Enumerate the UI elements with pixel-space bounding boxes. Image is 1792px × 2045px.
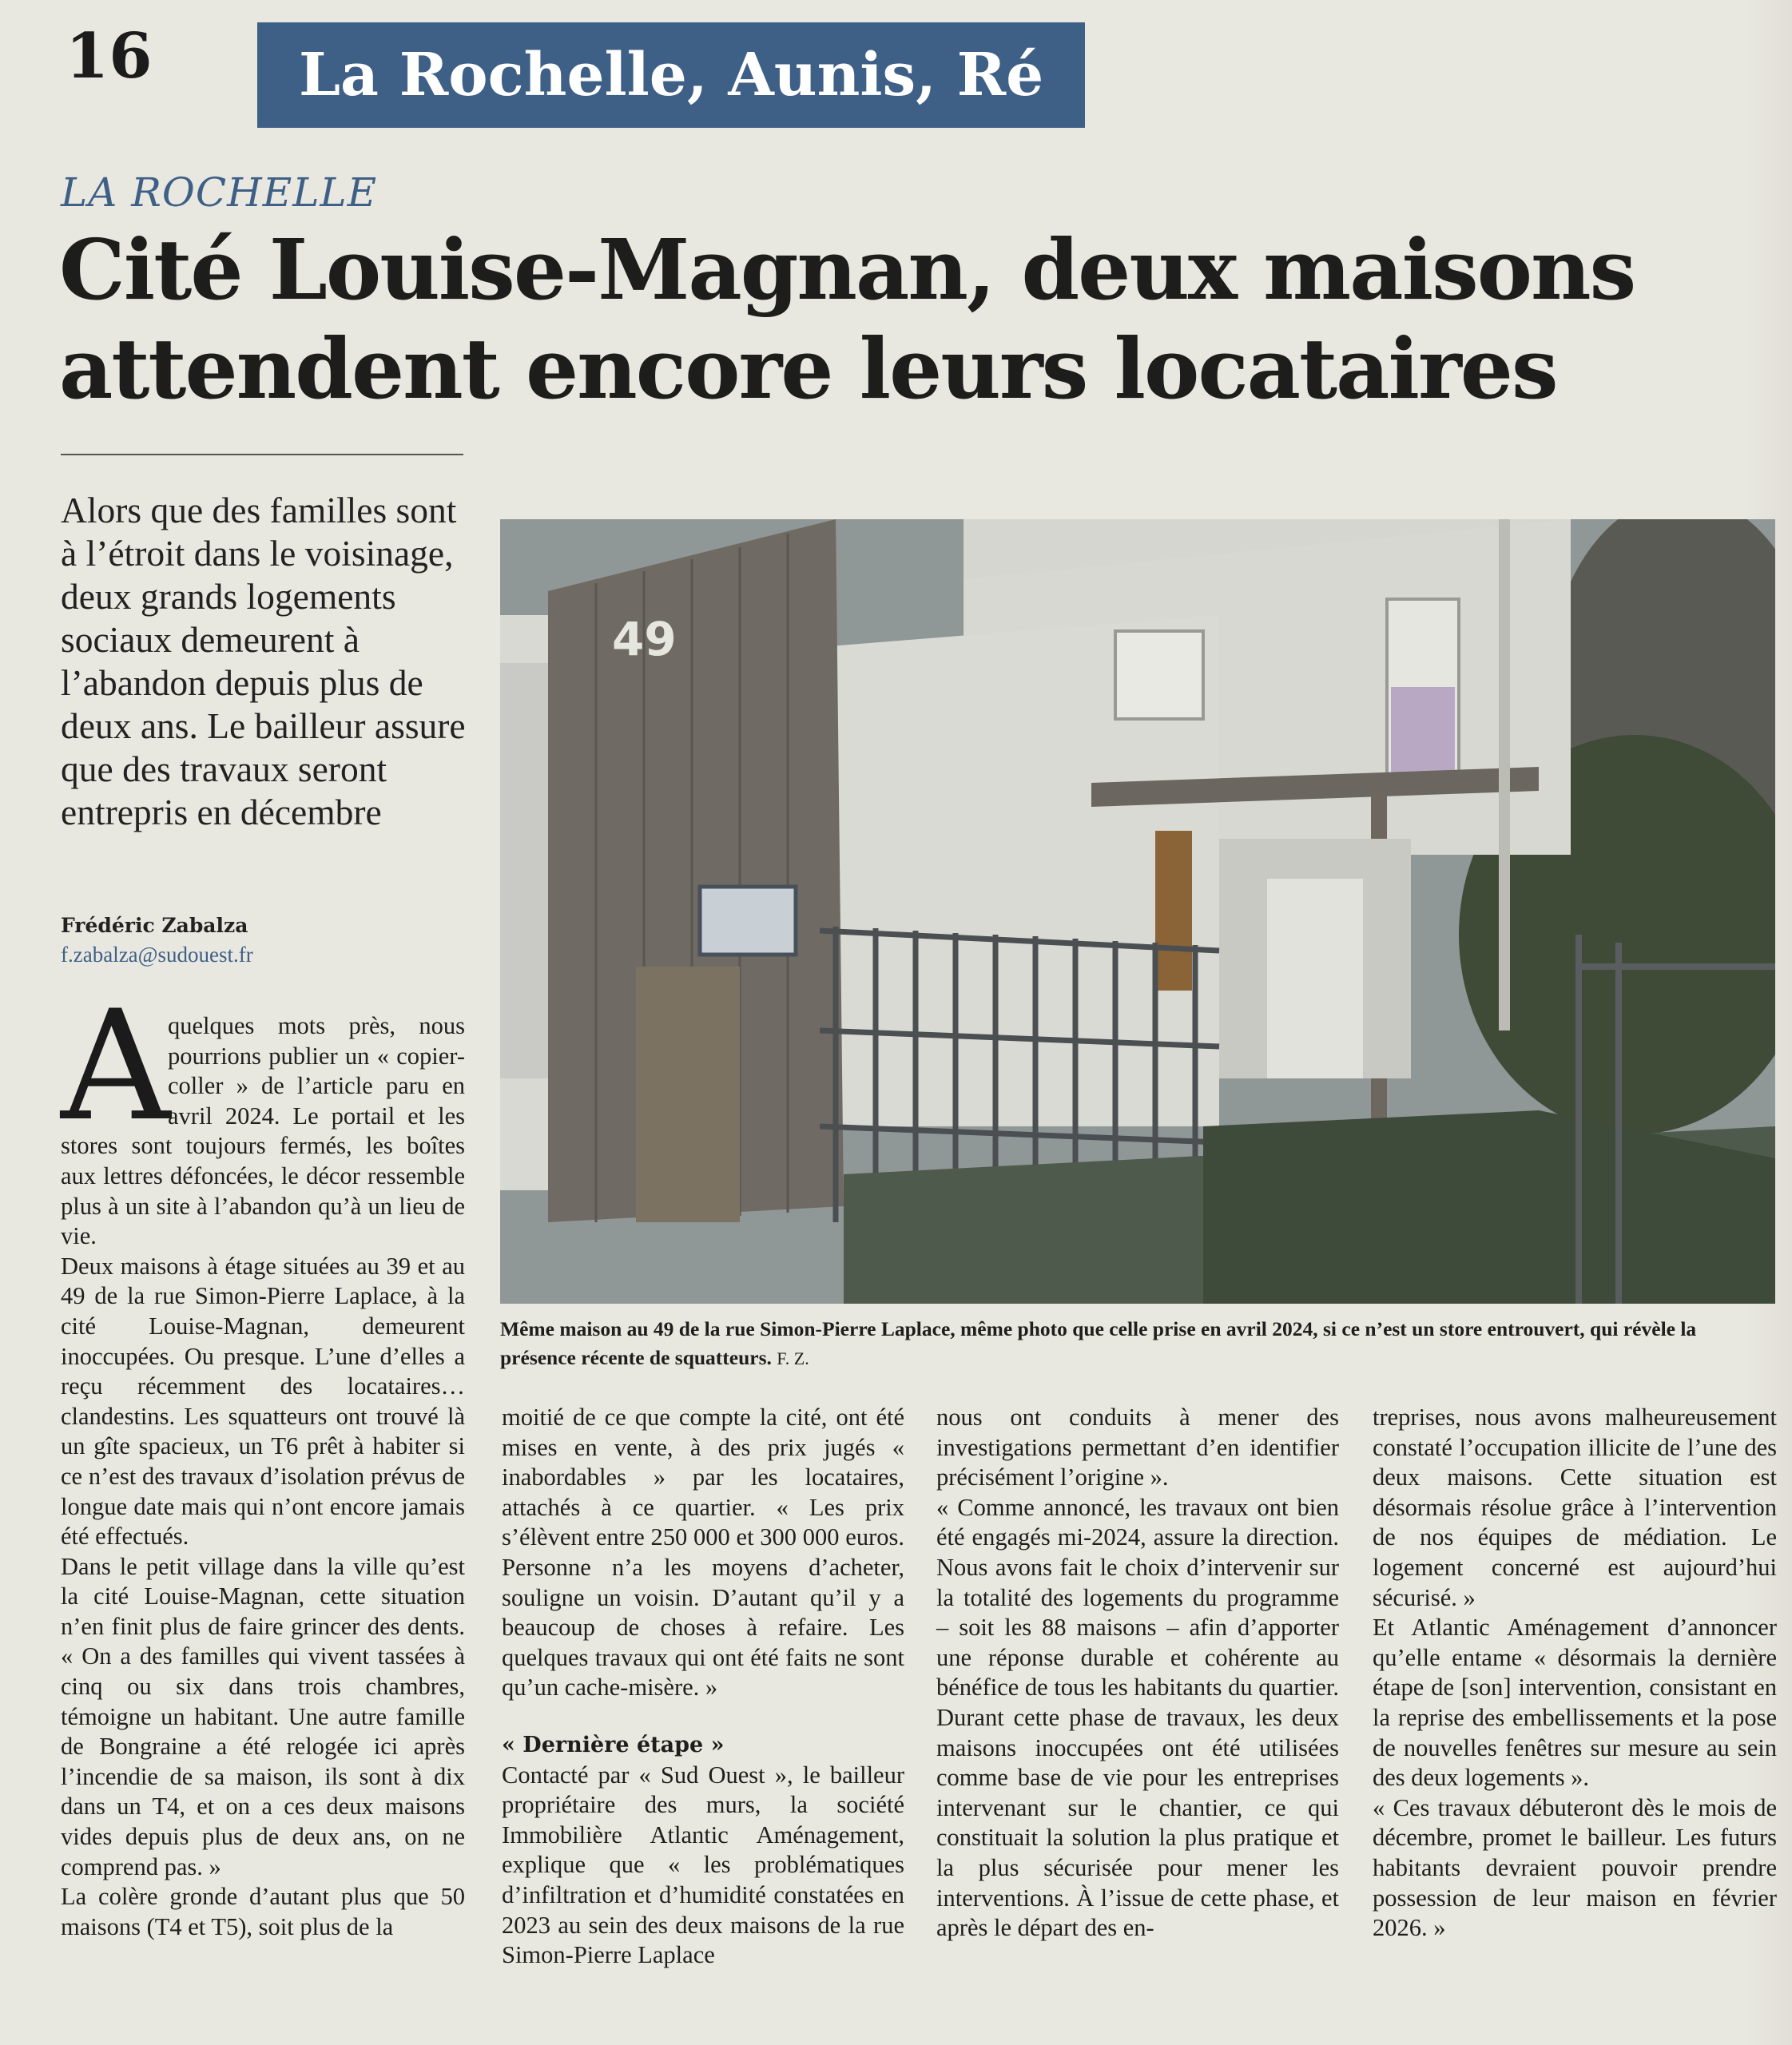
body-paragraph: moitié de ce que compte la cité, ont été mises en vente, à des prix jugés « inabordables » par les locataires, attachés à ce quartier. « Les prix s’élèvent entre 250 000 et 300 000 euros. Personne n’a les moyens d’acheter, souligne un voisin. D’autant qu’il y a beaucoup de choses à refaire. Les quelques travaux qui ont été faits ne sont qu’un cache-misère. » — [502, 1404, 904, 1702]
body-column-4 — [1373, 1403, 1777, 1944]
photo-credit: F. Z. — [777, 1348, 809, 1368]
body-column-3 — [936, 1403, 1339, 1944]
house-number-label: 49 — [612, 612, 677, 666]
body-paragraph: Dans le petit village dans la ville qu’est la cité Louise-Magnan, cette situation n’en finit plus de faire grincer des dents. « On a des familles qui vivent tassées à cinq ou six dans trois chambres, témoigne un habitant. Une autre famille de Bongraine a été relogée ici après l’incendie de sa maison, ils sont à dix dans un T4, et on a ces deux maisons vides depuis plus de deux ans, on ne comprend pas. » — [61, 1552, 465, 1880]
author-email-link[interactable]: f.zabalza@sudouest.fr — [61, 943, 253, 967]
page-number: 16 — [66, 20, 153, 93]
section-banner: La Rochelle, Aunis, Ré — [257, 22, 1085, 128]
inline-subheading: « Dernière étape » — [502, 1732, 725, 1757]
photo-caption — [500, 1315, 1775, 1373]
body-paragraph: quelques mots près, nous pourrions publier un « copier-coller » de l’article paru en avril 2024. Le portail et les stores sont toujours fermés, les boîtes aux lettres défoncées, le décor ressemble plus à un site à l’abandon qu’à un lieu de vie. — [61, 1012, 465, 1250]
body-paragraph: treprises, nous avons malheureusement constaté l’occupation illicite de l’une des deux maisons. Cette situation est désormais résolue grâce à l’intervention de nos équipes de médiation. Le logement concerné est aujourd’hui sécurisé. » — [1373, 1404, 1777, 1611]
standfirst-divider — [61, 454, 463, 455]
body-paragraph: nous ont conduits à mener des investigations permettant d’en identifier précisément l’origine ». — [936, 1404, 1339, 1491]
body-paragraph: « Ces travaux débuteront dès le mois de décembre, promet le bailleur. Les futurs habitants devraient pouvoir prendre possession de leur maison en février 2026. » — [1373, 1793, 1777, 1942]
body-paragraph: Deux maisons à étage situées au 39 et au 49 de la rue Simon-Pierre Laplace, à la cité Louise-Magnan, demeurent inoccupées. Ou presque. L’une d’elles a reçu récemment des locataires… clandestins. Les squatteurs ont trouvé là un gîte spacieux, un T6 prêt à habiter si ce n’est des travaux d’isolation prévus de longue date mais qui n’ont encore jamais été effectués. — [61, 1252, 465, 1551]
author-name: Frédéric Zabalza — [61, 914, 248, 937]
article-kicker: LA ROCHELLE — [61, 169, 378, 216]
article-standfirst: Alors que des familles sont à l’étroit dans le voisinage, deux grands logements sociaux demeurent à l’abandon depuis plus de deux ans. Le bailleur assure que des travaux seront entrepris en décembre — [61, 490, 466, 832]
body-column-2 — [502, 1403, 904, 1971]
drop-cap: A — [61, 978, 171, 1154]
caption-text: Même maison au 49 de la rue Simon-Pierre Laplace, même photo que celle prise en avril 2024, si ce n’est un store entrouvert, qui révèle la présence récente de squatteurs. — [500, 1317, 1697, 1369]
article-headline: Cité Louise-Magnan, deux maisons attendent encore leurs locataires — [59, 220, 1635, 418]
body-paragraph: « Comme annoncé, les travaux ont bien été engagés mi-2024, assure la direction. Nous avons fait le choix d’intervenir sur la totalité des logements du programme – soit les 88 maisons – afin d’apporter une réponse durable et cohérente au bénéfice de tous les habitants du quartier. Durant cette phase de travaux, les deux maisons inoccupées ont été utilisées comme base de vie pour les entreprises intervenant sur le chantier, ce qui constituait la solution la plus pratique et la plus sécurisée pour mener les interventions. À l’issue de cette phase, et après le départ des en- — [936, 1493, 1339, 1942]
body-paragraph: Et Atlantic Aménagement d’annoncer qu’elle entame « désormais la dernière étape de [son] intervention, consistant en la reprise des embellissements et la pose de nouvelles fenêtres sur mesure au sein des deux logements ». — [1373, 1614, 1777, 1792]
body-paragraph: Contacté par « Sud Ouest », le bailleur propriétaire des murs, la société Immobilière Atlantic Aménagement, explique que « les problématiques d’infiltration et d’humidité constatées en 2023 au sein des deux maisons de la rue Simon-Pierre Laplace — [502, 1761, 904, 1969]
article-photo — [500, 519, 1775, 1304]
house-photo-illustration — [500, 519, 1775, 1304]
body-paragraph: La colère gronde d’autant plus que 50 maisons (T4 et T5), soit plus de la — [61, 1883, 465, 1940]
